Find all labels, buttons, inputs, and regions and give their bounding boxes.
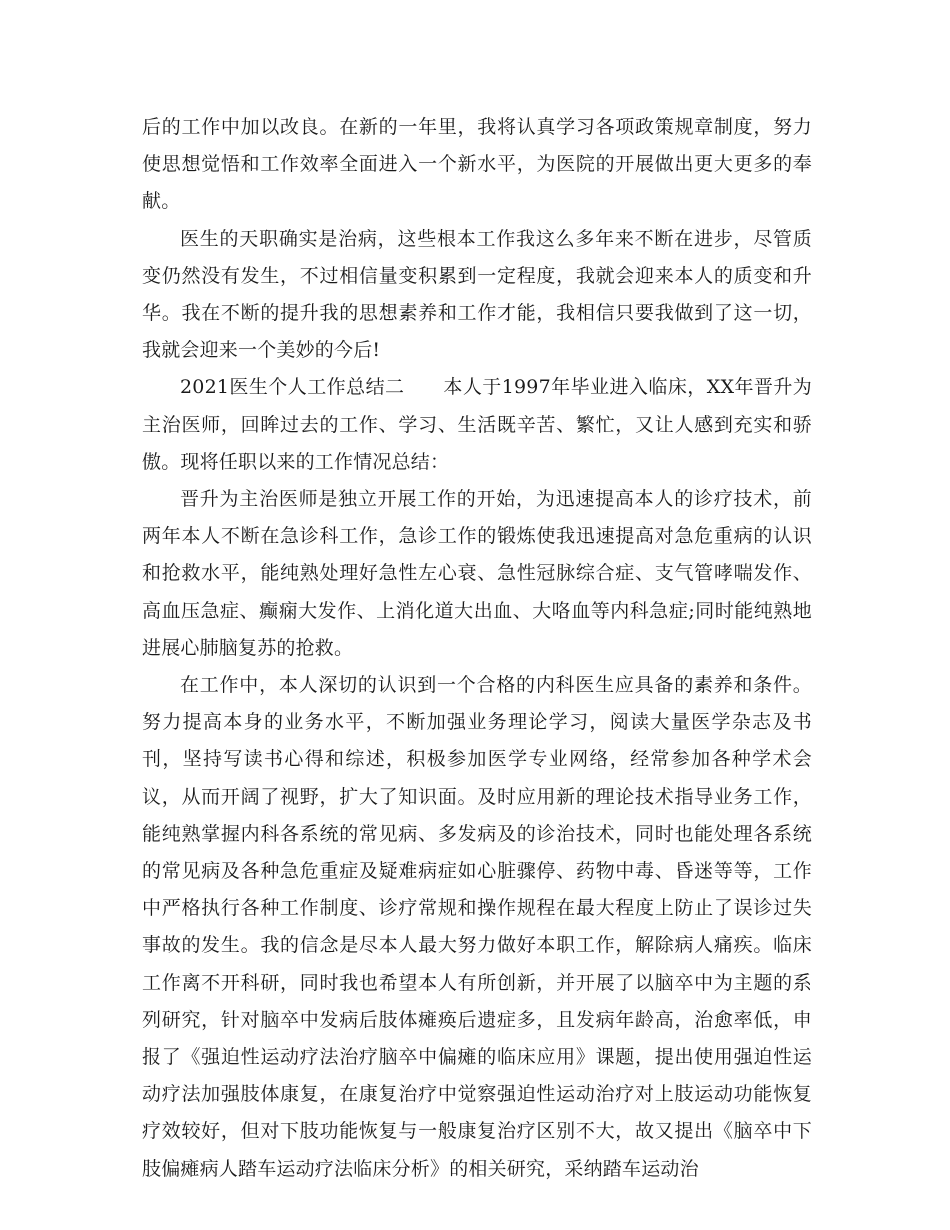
paragraph-attending-promotion: 晋升为主治医师是独立开展工作的开始，为迅速提高本人的诊疗技术，前两年本人不断在急诊科工作，急诊工作的锻炼使我迅速提高对急危重病的认识和抢救水平，能纯熟处理好急性左心衰、急性冠脉综合症、支气管哮喘发作、高血压急症、癫痫大发作、上消化道大出血、大咯血等内科急症;同时能纯熟地进展心肺脑复苏的抢救。	[142, 488, 812, 659]
paragraph-continuation: 后的工作中加以改良。在新的一年里，我将认真学习各项政策规章制度，努力使思想觉悟和工作效率全面进入一个新水平，为医院的开展做出更大更多的奉献。	[142, 116, 812, 213]
paragraph-summary-two-intro: 2021医生个人工作总结二 本人于1997年毕业进入临床，XX年晋升为主治医师，回眸过去的工作、学习、生活既辛苦、繁忙，又让人感到充实和骄傲。现将任职以来的工作情况总结：	[142, 376, 812, 473]
paragraph-doctor-duty: 医生的天职确实是治病，这些根本工作我这么多年来不断在进步，尽管质变仍然没有发生，不过相信量变积累到一定程度，我就会迎来本人的质变和升华。我在不断的提升我的思想素养和工作才能，我相信只要我做到了这一切，我就会迎来一个美妙的今后!	[142, 227, 812, 362]
paragraph-work-reflection: 在工作中，本人深切的认识到一个合格的内科医生应具备的素养和条件。努力提高本身的业务水平，不断加强业务理论学习，阅读大量医学杂志及书刊，坚持写读书心得和综述，积极参加医学专业网络，经常参加各种学术会议，从而开阔了视野，扩大了知识面。及时应用新的理论技术指导业务工作，能纯熟掌握内科各系统的常见病、多发病及的诊治技术，同时也能处理各系统的常见病及各种急危重症及疑难病症如心脏骤停、药物中毒、昏迷等等，工作中严格执行各种工作制度、诊疗常规和操作规程在最大程度上防止了误诊过失事故的发生。我的信念是尽本人最大努力做好本职工作，解除病人痛疾。临床工作离不开科研，同时我也希望本人有所创新，并开展了以脑卒中为主题的系列研究，针对脑卒中发病后肢体瘫痪后遗症多，且发病年龄高，治愈率低，申报了《强迫性运动疗法治疗脑卒中偏瘫的临床应用》课题，提出使用强迫性运动疗法加强肢体康复，在康复治疗中觉察强迫性运动治疗对上肢运动功能恢复疗效较好，但对下肢功能恢复与一般康复治疗区别不大，故又提出《脑卒中下肢偏瘫病人踏车运动疗法临床分析》的相关研究，采纳踏车运动治	[142, 674, 812, 1180]
document-body	[142, 109, 812, 1188]
